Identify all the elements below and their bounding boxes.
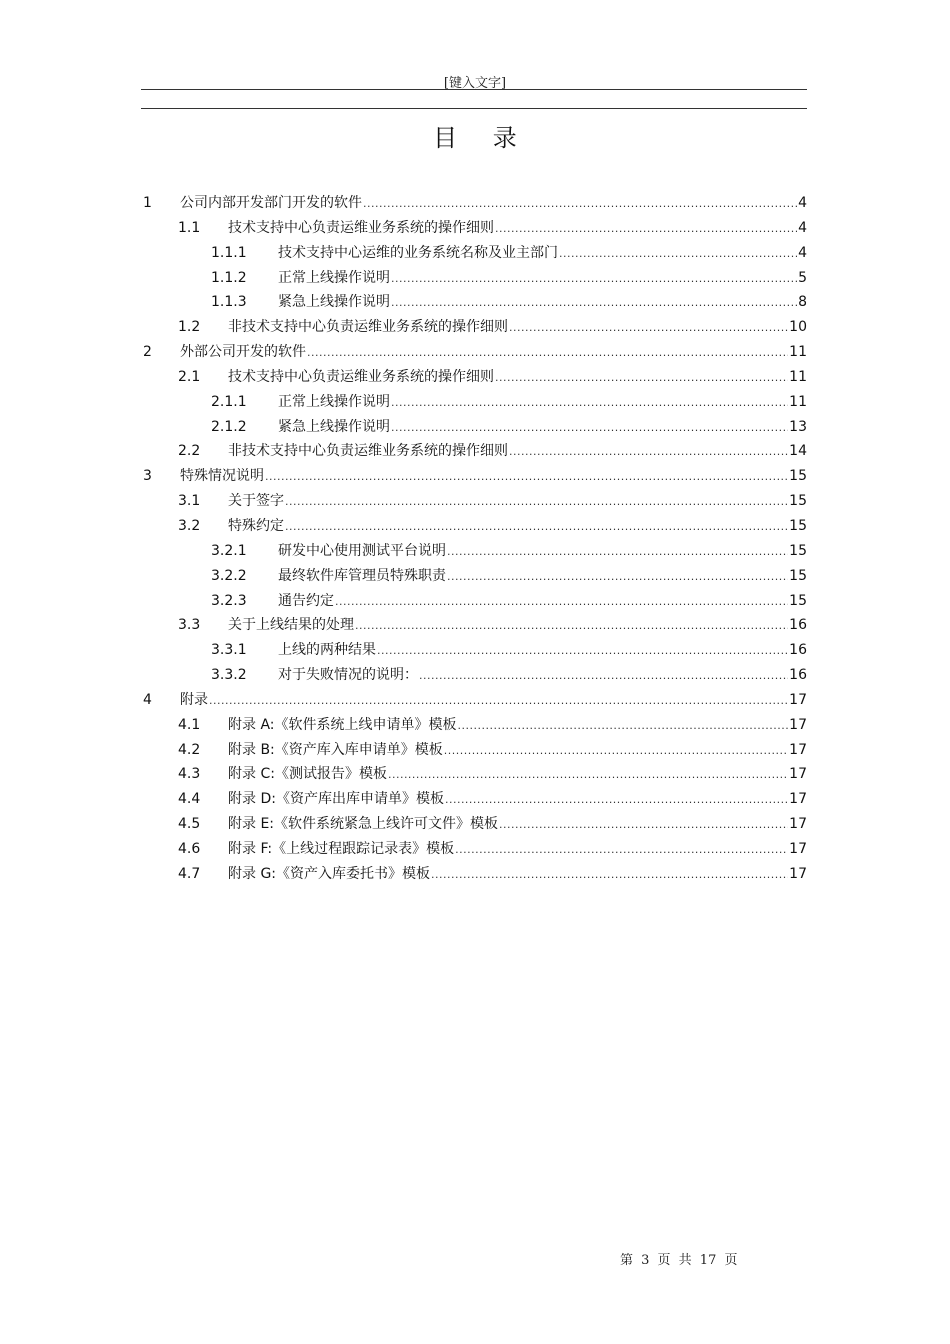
toc-entry-number: 1.2 [178, 319, 201, 336]
toc-entry-page: 16 [789, 617, 807, 634]
toc-entry-number: 1.1 [178, 219, 201, 236]
toc-dot-leader [419, 664, 788, 689]
toc-entry-title: 正常上线操作说明 [278, 393, 390, 410]
toc-entry-number: 3.3 [178, 617, 201, 634]
toc-entry-title: 上线的两种结果 [278, 642, 376, 659]
toc-entry-page: 4 [798, 219, 807, 236]
toc-dot-leader [391, 291, 797, 316]
toc-dot-leader [377, 639, 788, 664]
toc-entry-title: 非技术支持中心负责运维业务系统的操作细则 [228, 319, 508, 336]
toc-dot-leader [431, 863, 788, 888]
toc-entry-page: 15 [789, 542, 807, 559]
toc-entry[interactable] [141, 638, 807, 663]
toc-entry[interactable] [141, 837, 807, 862]
toc-entry[interactable] [141, 663, 807, 688]
toc-entry-page: 17 [789, 741, 807, 758]
toc-entry-title: 特殊约定 [228, 517, 284, 534]
toc-entry-page: 4 [798, 244, 807, 261]
toc-dot-leader [455, 838, 788, 863]
toc-dot-leader [391, 391, 788, 416]
toc-dot-leader [559, 242, 797, 267]
toc-entry-title: 公司内部开发部门开发的软件 [180, 195, 362, 211]
toc-entry[interactable] [141, 688, 807, 713]
toc-dot-leader [447, 565, 788, 590]
toc-entry-page: 17 [789, 691, 807, 708]
toc-entry-page: 15 [789, 567, 807, 584]
toc-entry-title: 通告约定 [278, 592, 334, 609]
toc-entry[interactable] [141, 365, 807, 390]
toc-entry-page: 11 [789, 344, 807, 361]
toc-entry-page: 5 [798, 269, 807, 286]
toc-entry-page: 17 [789, 840, 807, 857]
toc-dot-leader [499, 813, 788, 838]
toc-entry[interactable] [141, 216, 807, 241]
toc-entry[interactable] [141, 812, 807, 837]
toc-entry-number: 4.1 [178, 716, 201, 733]
toc-dot-leader [447, 540, 788, 565]
toc-entry[interactable] [141, 439, 807, 464]
toc-entry[interactable] [141, 464, 807, 489]
toc-entry-number: 4.6 [178, 840, 201, 857]
header-rule [141, 89, 807, 90]
toc-entry-title: 正常上线操作说明 [278, 269, 390, 286]
toc-entry-page: 10 [789, 319, 807, 336]
toc-dot-leader [495, 366, 788, 391]
toc-entry-page: 15 [789, 493, 807, 510]
toc-entry-title: 紧急上线操作说明 [278, 294, 390, 311]
toc-entry-title: 附录 [180, 691, 208, 708]
toc-title: 目 录 [433, 124, 531, 152]
toc-entry[interactable] [141, 862, 807, 887]
toc-entry-number: 3.2.3 [211, 592, 247, 609]
toc-dot-leader [391, 267, 797, 292]
toc-entry-title: 对于失败情况的说明： [278, 667, 418, 684]
toc-entry[interactable] [141, 762, 807, 787]
toc-entry-page: 15 [789, 468, 807, 485]
toc-entry-number: 2.1.1 [211, 393, 247, 410]
toc-entry-page: 14 [789, 443, 807, 460]
toc-entry-title: 技术支持中心运维的业务系统名称及业主部门 [278, 244, 558, 261]
toc-entry-page: 17 [789, 865, 807, 882]
toc-entry-title: 关于签字 [228, 493, 284, 510]
toc-entry-title: 外部公司开发的软件 [180, 344, 306, 361]
toc-entry[interactable] [141, 489, 807, 514]
toc-dot-leader [335, 590, 788, 615]
toc-dot-leader [458, 714, 789, 739]
toc-entry-number: 3.2.1 [211, 542, 247, 559]
toc-entry-number: 3.3.1 [211, 642, 247, 659]
toc-entry-number: 2 [143, 344, 152, 361]
toc-entry[interactable] [141, 713, 807, 738]
toc-entry-title: 紧急上线操作说明 [278, 418, 390, 435]
toc-dot-leader [355, 614, 788, 639]
toc-dot-leader [363, 192, 797, 217]
toc-dot-leader [509, 440, 788, 465]
toc-entry-title: 技术支持中心负责运维业务系统的操作细则 [228, 219, 494, 236]
toc-entry-number: 2.1.2 [211, 418, 247, 435]
toc-entry-page: 15 [789, 592, 807, 609]
toc-entry-page: 16 [789, 642, 807, 659]
toc-entry-page: 11 [789, 393, 807, 410]
toc-entry[interactable] [141, 738, 807, 763]
toc-entry-page: 13 [789, 418, 807, 435]
toc-entry-number: 4.3 [178, 766, 201, 783]
header-text: [键入文字] [443, 76, 507, 91]
toc-entry-number: 2.1 [178, 368, 201, 385]
toc-entry[interactable] [141, 290, 807, 315]
toc-entry-number: 3.2.2 [211, 567, 247, 584]
table-of-contents [141, 191, 807, 887]
toc-dot-leader [444, 739, 788, 764]
toc-entry-title: 非技术支持中心负责运维业务系统的操作细则 [228, 443, 508, 460]
toc-entry-page: 4 [798, 195, 807, 211]
toc-entry[interactable] [141, 613, 807, 638]
toc-entry-number: 4.4 [178, 791, 201, 808]
toc-entry[interactable] [141, 315, 807, 340]
toc-entry-title: 附录 B:《资产库入库申请单》模板 [228, 741, 443, 758]
toc-entry-page: 17 [789, 716, 807, 733]
toc-entry-title: 技术支持中心负责运维业务系统的操作细则 [228, 368, 494, 385]
toc-dot-leader [445, 788, 788, 813]
page-footer: 第 3 页 共 17 页 [620, 1253, 738, 1268]
toc-entry-title: 附录 A:《软件系统上线申请单》模板 [228, 716, 457, 733]
toc-entry-title: 最终软件库管理员特殊职责 [278, 567, 446, 584]
toc-dot-leader [388, 763, 788, 788]
toc-entry-number: 4.2 [178, 741, 201, 758]
toc-entry[interactable] [141, 589, 807, 614]
toc-dot-leader [285, 490, 788, 515]
toc-entry[interactable] [141, 340, 807, 365]
toc-entry-number: 4.5 [178, 816, 201, 833]
toc-entry-page: 11 [789, 368, 807, 385]
toc-entry-title: 附录 F:《上线过程跟踪记录表》模板 [228, 840, 455, 857]
toc-entry[interactable] [141, 241, 807, 266]
toc-entry[interactable] [141, 514, 807, 539]
toc-entry-page: 15 [789, 517, 807, 534]
toc-entry-number: 1.1.1 [211, 244, 247, 261]
toc-entry[interactable] [141, 390, 807, 415]
toc-entry[interactable] [141, 266, 807, 291]
toc-entry-number: 3.3.2 [211, 667, 247, 684]
toc-dot-leader [495, 217, 797, 242]
toc-entry-number: 2.2 [178, 443, 201, 460]
toc-entry-page: 16 [789, 667, 807, 684]
toc-entry-page: 8 [798, 294, 807, 311]
toc-entry[interactable] [141, 539, 807, 564]
toc-entry[interactable] [141, 415, 807, 440]
toc-entry-title: 特殊情况说明 [180, 468, 264, 485]
toc-dot-leader [307, 341, 788, 366]
toc-entry-title: 附录 C:《测试报告》模板 [228, 766, 387, 783]
toc-entry-page: 17 [789, 766, 807, 783]
toc-dot-leader [509, 316, 788, 341]
toc-entry-title: 附录 G:《资产入库委托书》模板 [228, 865, 431, 882]
toc-entry-page: 17 [789, 816, 807, 833]
toc-dot-leader [285, 515, 788, 540]
toc-entry-title: 附录 D:《资产库出库申请单》模板 [228, 791, 444, 808]
toc-entry-number: 3.2 [178, 517, 201, 534]
toc-entry-number: 3.1 [178, 493, 201, 510]
toc-entry[interactable] [141, 191, 807, 216]
toc-entry-number: 4 [143, 691, 152, 708]
toc-dot-leader [265, 465, 788, 490]
toc-dot-leader [209, 689, 788, 714]
toc-entry-number: 4.7 [178, 865, 201, 882]
toc-entry-title: 关于上线结果的处理 [228, 617, 354, 634]
toc-dot-leader [391, 416, 788, 441]
toc-entry-page: 17 [789, 791, 807, 808]
toc-entry-title: 附录 E:《软件系统紧急上线许可文件》模板 [228, 816, 499, 833]
toc-entry-title: 研发中心使用测试平台说明 [278, 542, 446, 559]
header-separator [141, 108, 807, 109]
toc-entry[interactable] [141, 787, 807, 812]
toc-entry-number: 1 [143, 195, 152, 211]
toc-entry[interactable] [141, 564, 807, 589]
toc-entry-number: 3 [143, 468, 152, 485]
toc-entry-number: 1.1.3 [211, 294, 247, 311]
toc-entry-number: 1.1.2 [211, 269, 247, 286]
